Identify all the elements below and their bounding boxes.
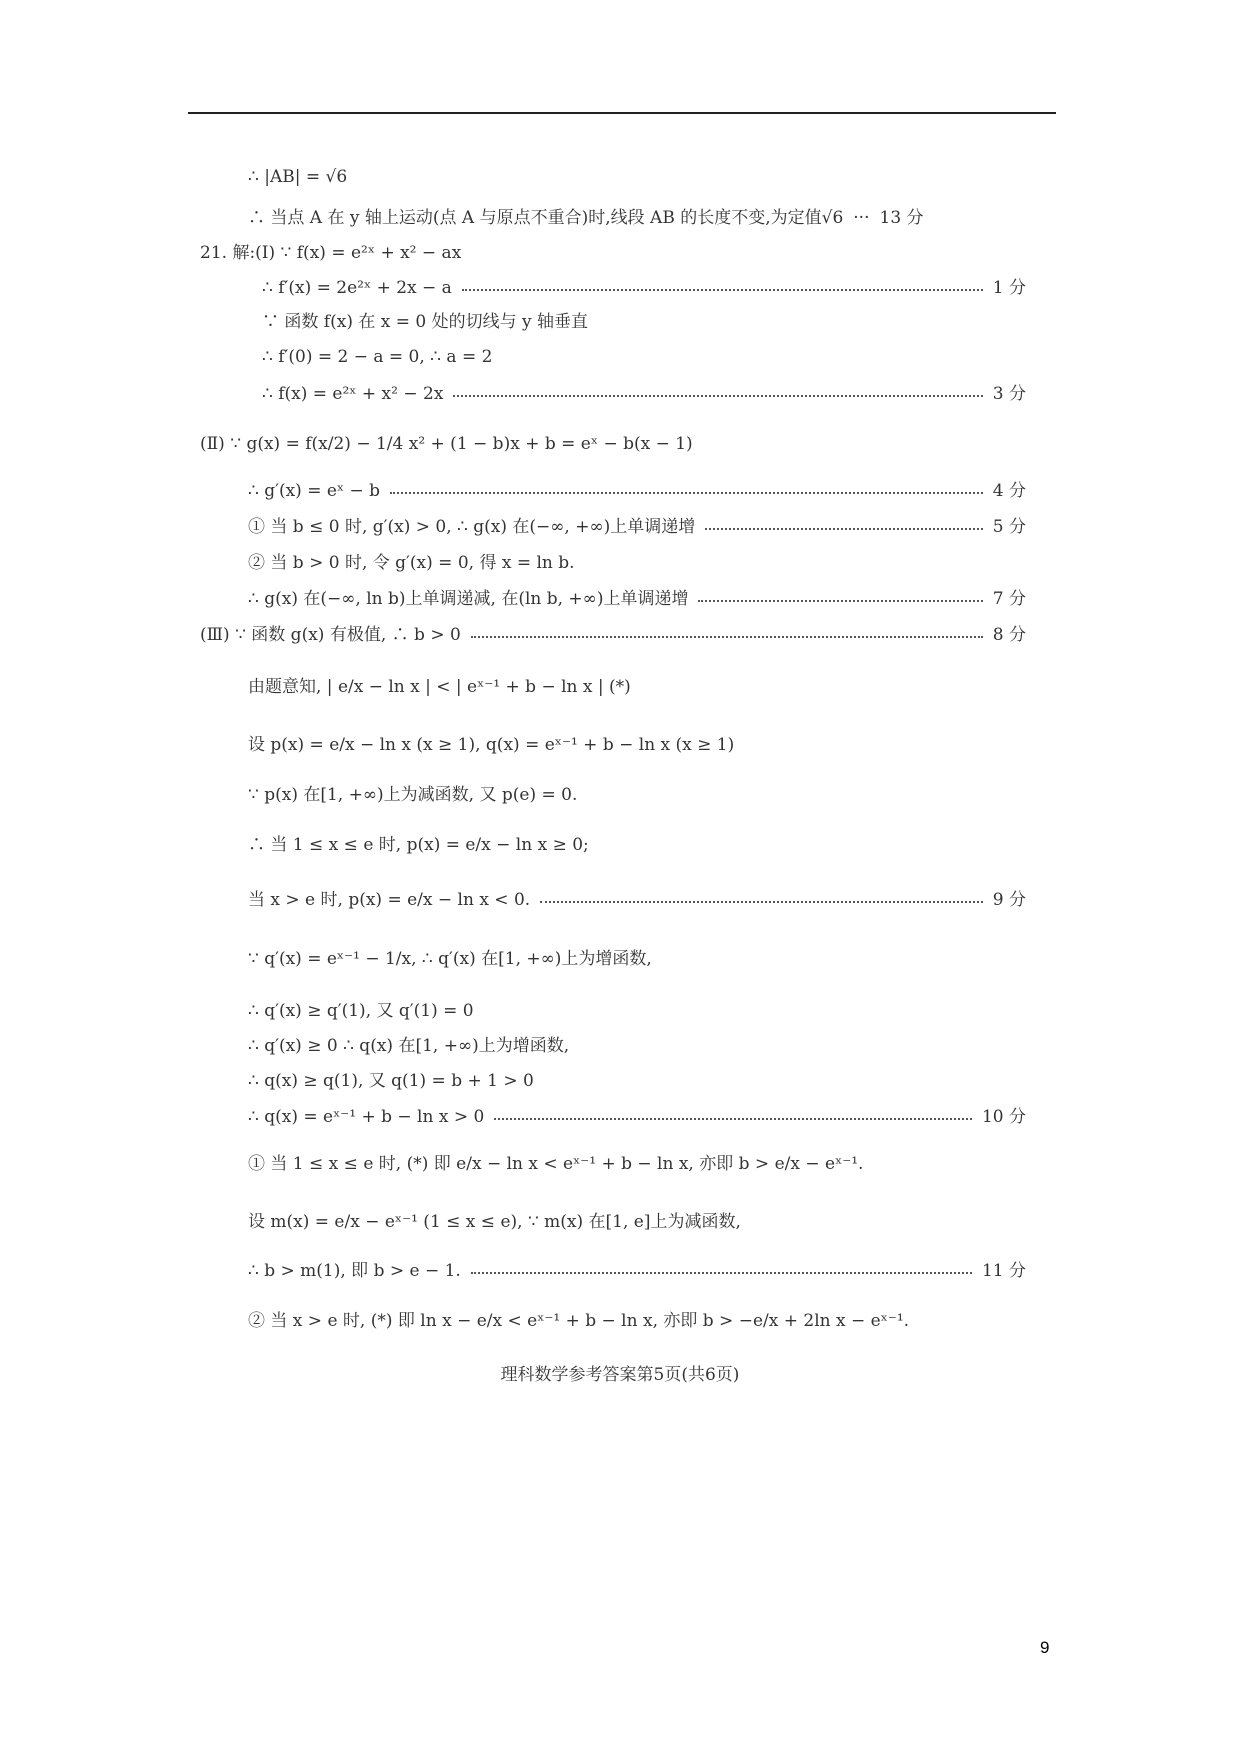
answer-line: 由题意知, | e/x − ln x | < | eˣ⁻¹ + b − ln x | (*)	[248, 677, 631, 697]
answer-line: ∴ b > m(1), 即 b > e − 1. 11 分	[248, 1261, 1026, 1281]
answer-line: ∴ 当 1 ≤ x ≤ e 时, p(x) = e/x − ln x ≥ 0;	[248, 835, 589, 855]
answer-line: ∴ q(x) = eˣ⁻¹ + b − ln x > 0 10 分	[248, 1107, 1026, 1127]
answer-line: ∴ f(x) = e²ˣ + x² − 2x 3 分	[262, 384, 1026, 404]
answer-line: ∵ 函数 f(x) 在 x = 0 处的切线与 y 轴垂直	[262, 312, 589, 332]
answer-line: 当 x > e 时, p(x) = e/x − ln x < 0. 9 分	[248, 890, 1026, 910]
answer-line: ② 当 x > e 时, (*) 即 ln x − e/x < eˣ⁻¹ + b − ln x, 亦即 b > −e/x + 2ln x − eˣ⁻¹.	[248, 1311, 910, 1331]
answer-line: ① 当 b ≤ 0 时, g′(x) > 0, ∴ g(x) 在(−∞, +∞)上单调递增 5 分	[248, 517, 1026, 537]
answer-line: ∴ 当点 A 在 y 轴上运动(点 A 与原点不重合)时,线段 AB 的长度不变,为定值√6 ··· 13 分	[248, 208, 924, 228]
page-footer: 理科数学参考答案第5页(共6页)	[500, 1365, 740, 1385]
answer-line: ∴ q′(x) ≥ 0 ∴ q(x) 在[1, +∞)上为增函数,	[248, 1036, 570, 1056]
answer-line: 设 m(x) = e/x − eˣ⁻¹ (1 ≤ x ≤ e), ∵ m(x) 在[1, e]上为减函数,	[248, 1212, 741, 1232]
answer-line: ∴ |AB| = √6	[248, 167, 348, 187]
answer-line: 设 p(x) = e/x − ln x (x ≥ 1), q(x) = eˣ⁻¹ + b − ln x (x ≥ 1)	[248, 735, 735, 755]
answer-line: ② 当 b > 0 时, 令 g′(x) = 0, 得 x = ln b.	[248, 553, 575, 573]
page-number: 9	[1040, 1638, 1050, 1657]
answer-line: ∵ q′(x) = eˣ⁻¹ − 1/x, ∴ q′(x) 在[1, +∞)上为增函数,	[248, 949, 652, 969]
answer-line: 21. 解:(Ⅰ) ∵ f(x) = e²ˣ + x² − ax	[200, 243, 462, 263]
answer-line: (Ⅲ) ∵ 函数 g(x) 有极值, ∴ b > 0 8 分	[200, 625, 1026, 645]
answer-line: ∴ q(x) ≥ q(1), 又 q(1) = b + 1 > 0	[248, 1071, 534, 1091]
answer-line: ∴ q′(x) ≥ q′(1), 又 q′(1) = 0	[248, 1001, 474, 1021]
answer-line: ∴ f′(x) = 2e²ˣ + 2x − a 1 分	[262, 278, 1026, 298]
answer-line: (Ⅱ) ∵ g(x) = f(x/2) − 1/4 x² + (1 − b)x + b = eˣ − b(x − 1)	[200, 434, 693, 454]
answer-line: ① 当 1 ≤ x ≤ e 时, (*) 即 e/x − ln x < eˣ⁻¹ + b − ln x, 亦即 b > e/x − eˣ⁻¹.	[248, 1154, 864, 1174]
answer-line: ∴ g(x) 在(−∞, ln b)上单调递减, 在(ln b, +∞)上单调递增 7 分	[248, 589, 1026, 609]
answer-line: ∴ g′(x) = eˣ − b 4 分	[248, 481, 1026, 501]
answer-line: ∴ f′(0) = 2 − a = 0, ∴ a = 2	[262, 347, 493, 367]
answer-line: ∵ p(x) 在[1, +∞)上为减函数, 又 p(e) = 0.	[248, 785, 578, 805]
